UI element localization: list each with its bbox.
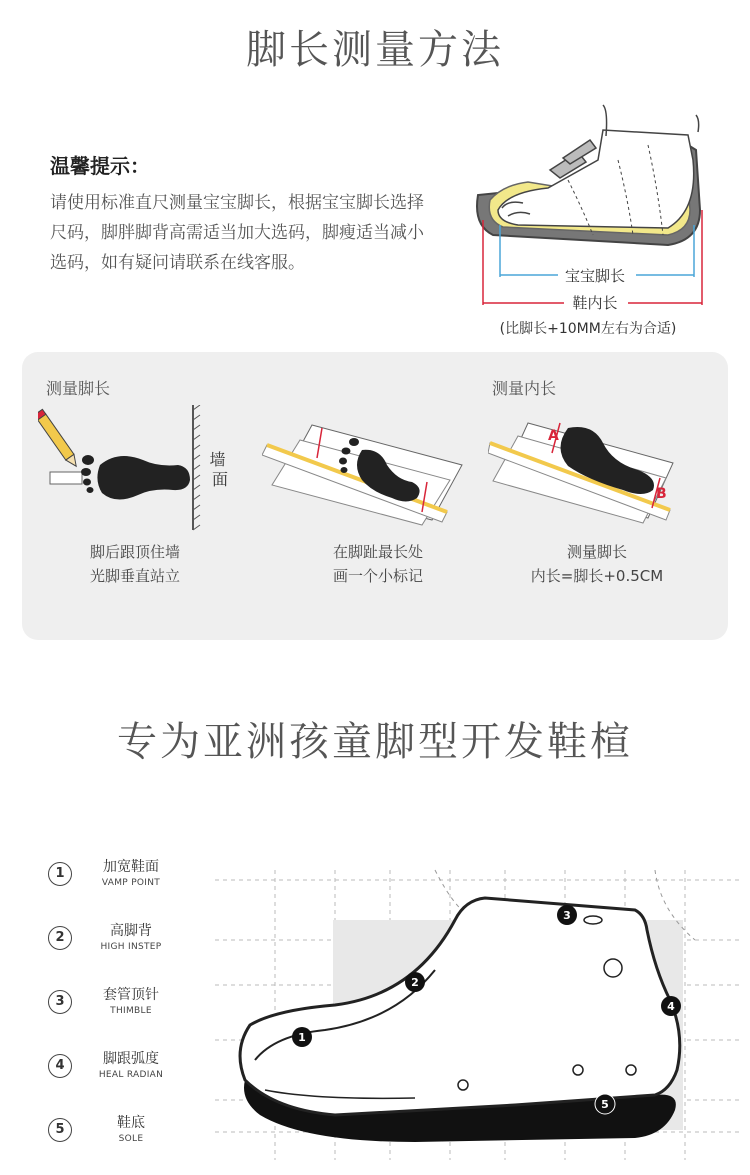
legend-item-heel: 4 脚跟弧度 HEAL RADIAN (48, 1050, 176, 1082)
step2-caption: 在脚趾最长处 画一个小标记 (332, 543, 423, 585)
tip-body: 请使用标准直尺测量宝宝脚长，根据宝宝脚长选择尺码，脚胖脚背高需适当加大选码，脚瘦适当减小选码，如有疑问请联系在线客服。 (50, 193, 424, 273)
legend-number: 1 (48, 862, 72, 886)
step3-inner-length-illustration (488, 418, 678, 535)
svg-text:1: 1 (298, 1031, 306, 1044)
svg-text:3: 3 (563, 909, 571, 922)
page-title-last: 专为亚洲孩童脚型开发鞋楦 (117, 719, 633, 765)
legend-item-instep: 2 高脚背 HIGH INSTEP (48, 922, 176, 954)
legend-item-sole: 5 鞋底 SOLE (48, 1114, 176, 1146)
svg-text:4: 4 (667, 1000, 675, 1013)
shoe-last-illustration (215, 860, 740, 1170)
svg-text:5: 5 (601, 1098, 609, 1111)
step3-caption: 测量脚长 内长=脚长+0.5CM (530, 543, 664, 585)
fit-note-label: (比脚长+10MM左右为合适) (499, 321, 677, 337)
svg-text:2: 2 (411, 976, 419, 989)
step1-foot-wall-illustration (38, 405, 238, 535)
legend-number: 3 (48, 990, 72, 1014)
marker-b: B (656, 486, 667, 502)
label-measure-foot: 测量脚长 (46, 379, 111, 398)
marker-a: A (548, 428, 559, 444)
label-measure-inner: 测量内长 (492, 379, 557, 398)
step2-mark-toe-illustration (262, 420, 472, 535)
page-title-measure: 脚长测量方法 (246, 27, 504, 73)
legend-item-thimble: 3 套管顶针 THIMBLE (48, 986, 176, 1018)
legend-number: 5 (48, 1118, 72, 1142)
legend-number: 4 (48, 1054, 72, 1078)
wall-label: 墙 面 (209, 450, 229, 489)
baby-foot-length-label: 宝宝脚长 (564, 267, 626, 285)
legend-item-vamp: 1 加宽鞋面 VAMP POINT (48, 858, 176, 890)
step1-caption: 脚后跟顶住墙 光脚垂直站立 (89, 543, 180, 585)
tip-title: 温馨提示： (50, 154, 150, 178)
legend-number: 2 (48, 926, 72, 950)
shoe-inner-length-label: 鞋内长 (572, 294, 618, 312)
shoe-cutaway-illustration (468, 100, 708, 340)
